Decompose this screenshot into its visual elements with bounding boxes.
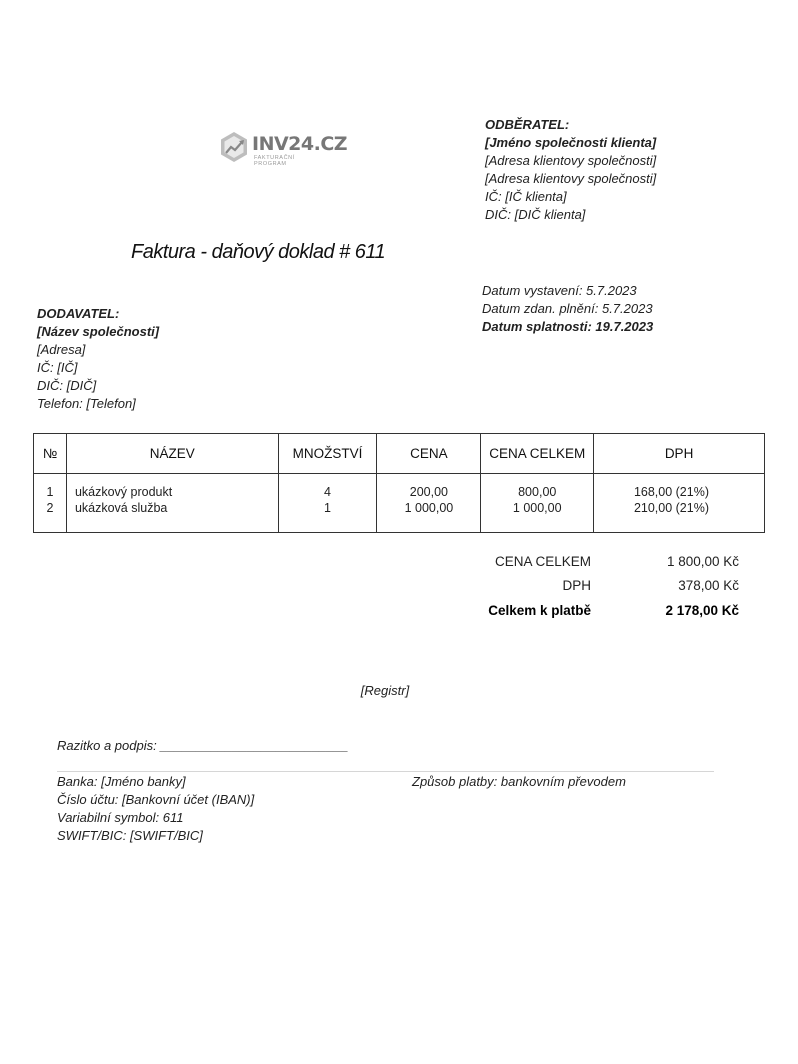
cell-prices [377,474,481,533]
date-issued: Datum vystavení: 5.7.2023 [482,283,637,298]
col-header-number: № [34,434,67,474]
row-1-price: 200,00 [409,485,449,499]
row-1-total: 800,00 [518,485,557,499]
payment-block [57,773,254,845]
grand-total-value: 2 178,00 Kč [665,603,739,618]
row-2-quantity: 1 [324,501,331,515]
cell-names [66,474,278,533]
vat-label: DPH [562,578,591,593]
row-1-number: 1 [46,485,54,499]
bank-name: Banka: [Jméno banky] [57,774,186,789]
row-2-number: 2 [46,501,54,515]
date-due: Datum splatnosti: 19.7.2023 [482,319,654,334]
table-body-row [34,474,765,533]
payment-method: Způsob platby: bankovním převodem [412,774,626,789]
vat-value: 378,00 Kč [678,578,739,593]
date-taxable: Datum zdan. plnění: 5.7.2023 [482,301,653,316]
cell-totals [481,474,594,533]
col-header-total: CENA CELKEM [481,434,594,474]
row-1-quantity: 4 [324,485,331,499]
dates-block [482,282,653,336]
cell-numbers [34,474,67,533]
customer-address-2: [Adresa klientovy společnosti] [485,171,657,186]
items-table [33,433,765,533]
customer-block [485,116,656,224]
logo-brand: INV24.CZ [252,133,348,155]
account-number: Číslo účtu: [Bankovní účet (IBAN)] [57,792,255,807]
subtotal-value: 1 800,00 Kč [666,554,739,569]
company-logo [218,131,348,167]
row-2-name: ukázková služba [74,501,168,515]
customer-name: [Jméno společnosti klienta] [485,135,657,150]
supplier-heading: DODAVATEL: [37,306,120,321]
swift-code: SWIFT/BIC: [SWIFT/BIC] [57,828,203,843]
logo-badge-icon [218,131,250,163]
subtotal-label: CENA CELKEM [494,554,591,569]
cell-vat [594,474,765,533]
registry-text: [Registr] [360,683,410,698]
supplier-name: [Název společnosti] [37,324,160,339]
col-header-price: CENA [377,434,481,474]
grand-total-label: Celkem k platbě [488,603,591,618]
table-header-row [34,434,765,474]
invoice-title: Faktura - daňový doklad # 611 [131,241,386,263]
customer-address-1: [Adresa klientovy společnosti] [485,153,657,168]
cell-quantities [278,474,377,533]
supplier-phone: Telefon: [Telefon] [37,396,136,411]
row-1-vat: 168,00 (21%) [633,485,709,499]
customer-heading: ODBĚRATEL: [485,117,570,132]
col-header-vat: DPH [594,434,765,474]
row-2-vat: 210,00 (21%) [633,501,709,515]
supplier-address: [Adresa] [37,342,86,357]
customer-dic: DIČ: [DIČ klienta] [485,207,586,222]
row-2-total: 1 000,00 [512,501,562,515]
row-2-price: 1 000,00 [404,501,454,515]
supplier-block [37,305,159,413]
logo-tagline: FAKTURAČNÍ PROGRAM [254,155,295,167]
col-header-quantity: MNOŽSTVÍ [278,434,377,474]
supplier-dic: DIČ: [DIČ] [37,378,97,393]
supplier-ic: IČ: [IČ] [37,360,78,375]
row-1-name: ukázkový produkt [74,485,173,499]
col-header-name: NÁZEV [66,434,278,474]
signature-line: Razitko a podpis: __________________________ [57,738,349,753]
customer-ic: IČ: [IČ klienta] [485,189,567,204]
variable-symbol: Variabilní symbol: 611 [57,810,184,825]
footer-divider [57,771,714,772]
